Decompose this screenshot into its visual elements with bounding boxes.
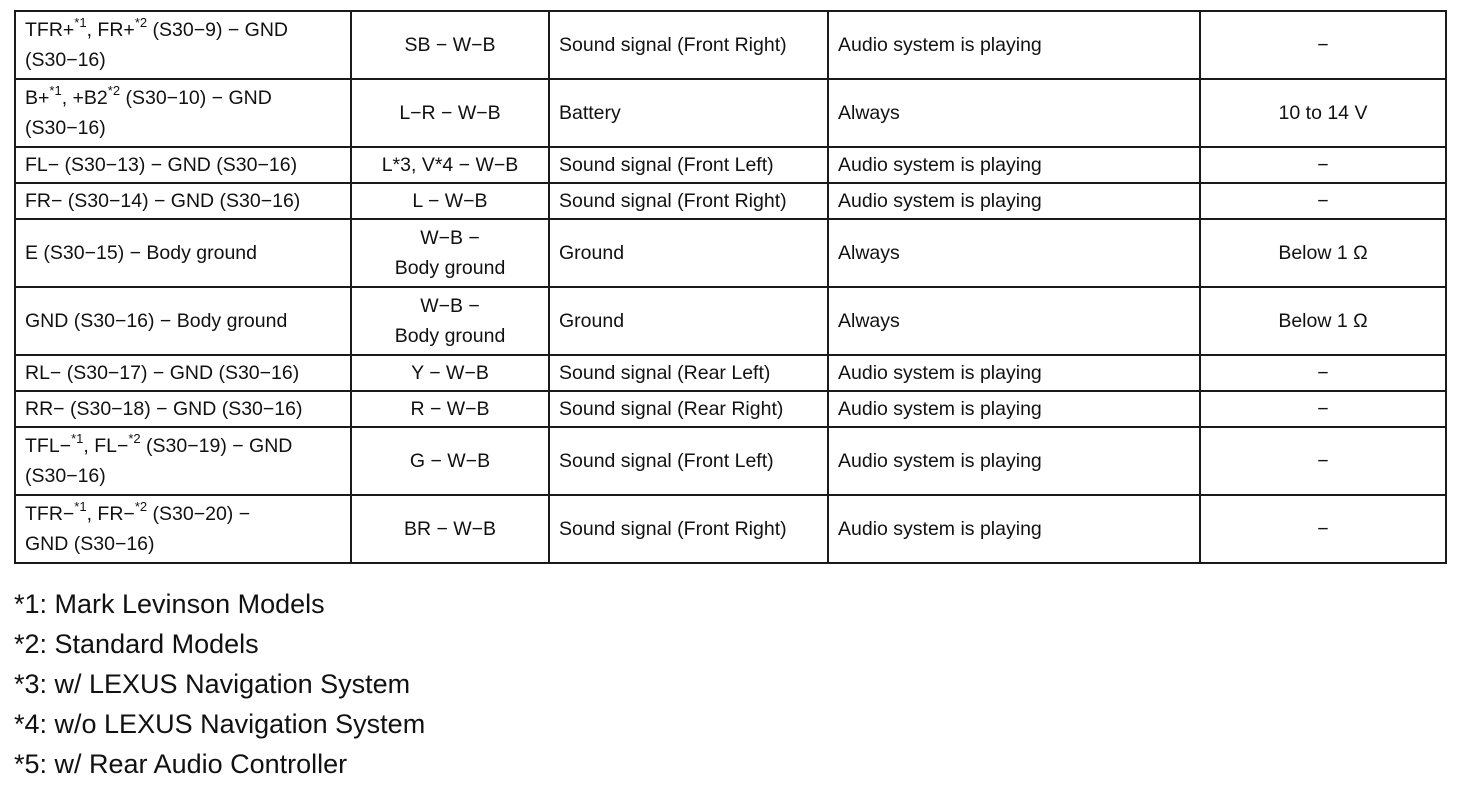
footnote: *4: w/o LEXUS Navigation System <box>14 709 426 739</box>
table-row <box>15 355 1446 391</box>
table-row <box>15 147 1446 183</box>
table-row <box>15 287 1446 355</box>
condition-cell: Audio system is playing <box>828 495 1200 563</box>
wiring-color-cell: R − W−B <box>351 391 549 427</box>
description-cell: Sound signal (Front Right) <box>549 495 828 563</box>
condition-cell: Audio system is playing <box>828 355 1200 391</box>
description-cell: Sound signal (Rear Right) <box>549 391 828 427</box>
specified-condition-cell: − <box>1200 11 1446 79</box>
specified-condition-cell: − <box>1200 147 1446 183</box>
terminal-voltage-table <box>14 10 1447 564</box>
terminal-cell: E (S30−15) − Body ground <box>15 219 351 287</box>
table-row <box>15 79 1446 147</box>
footnote: *2: Standard Models <box>14 629 259 659</box>
specified-condition-cell: Below 1 Ω <box>1200 287 1446 355</box>
wiring-color-cell: L−R − W−B <box>351 79 549 147</box>
description-cell: Sound signal (Front Left) <box>549 427 828 495</box>
condition-cell: Always <box>828 79 1200 147</box>
footnotes <box>14 584 425 784</box>
description-cell: Sound signal (Front Right) <box>549 183 828 219</box>
wiring-color-cell: Y − W−B <box>351 355 549 391</box>
table-row <box>15 183 1446 219</box>
footnote: *3: w/ LEXUS Navigation System <box>14 669 411 699</box>
condition-cell: Always <box>828 219 1200 287</box>
condition-cell: Audio system is playing <box>828 427 1200 495</box>
table-row <box>15 391 1446 427</box>
condition-cell: Audio system is playing <box>828 11 1200 79</box>
terminal-cell: GND (S30−16) − Body ground <box>15 287 351 355</box>
terminal-cell: B+$^{*1}$, $+B2^{*2}$ (S30−10) − GND (S30−16) <box>15 79 351 147</box>
wiring-color-cell: G − W−B <box>351 427 549 495</box>
condition-cell: Always <box>828 287 1200 355</box>
table-row <box>15 11 1446 79</box>
terminal-cell: RL− (S30−17) − GND (S30−16) <box>15 355 351 391</box>
description-cell: Ground <box>549 287 828 355</box>
specified-condition-cell: Below 1 Ω <box>1200 219 1446 287</box>
specified-condition-cell: 10 to 14 V <box>1200 79 1446 147</box>
description-cell: Ground <box>549 219 828 287</box>
terminal-cell: TFL−$^{*1}$, FL−$^{*2}$ (S30−19) − GND (S30−16) <box>15 427 351 495</box>
terminal-cell: FL− (S30−13) − GND (S30−16) <box>15 147 351 183</box>
description-cell: Battery <box>549 79 828 147</box>
wiring-color-cell: BR − W−B <box>351 495 549 563</box>
terminal-cell: FR− (S30−14) − GND (S30−16) <box>15 183 351 219</box>
wiring-color-cell: W−B − Body ground <box>351 219 549 287</box>
specified-condition-cell: − <box>1200 183 1446 219</box>
footnote: *1: Mark Levinson Models <box>14 589 325 619</box>
description-cell: Sound signal (Rear Left) <box>549 355 828 391</box>
specified-condition-cell: − <box>1200 427 1446 495</box>
terminal-cell: TFR+$^{*1}$, FR+$^{*2}$ (S30−9) − GND (S30−16) <box>15 11 351 79</box>
footnote: *5: w/ Rear Audio Controller <box>14 749 348 779</box>
table-row <box>15 427 1446 495</box>
condition-cell: Audio system is playing <box>828 391 1200 427</box>
terminal-cell: RR− (S30−18) − GND (S30−16) <box>15 391 351 427</box>
table-row <box>15 219 1446 287</box>
terminal-cell: TFR−$^{*1}$, FR−$^{*2}$ (S30−20) − GND (S30−16) <box>15 495 351 563</box>
condition-cell: Audio system is playing <box>828 147 1200 183</box>
wiring-color-cell: L*3, V*4 − W−B <box>351 147 549 183</box>
wiring-color-cell: W−B − Body ground <box>351 287 549 355</box>
wiring-color-cell: L − W−B <box>351 183 549 219</box>
specified-condition-cell: − <box>1200 391 1446 427</box>
specified-condition-cell: − <box>1200 355 1446 391</box>
description-cell: Sound signal (Front Right) <box>549 11 828 79</box>
description-cell: Sound signal (Front Left) <box>549 147 828 183</box>
specified-condition-cell: − <box>1200 495 1446 563</box>
wiring-color-cell: SB − W−B <box>351 11 549 79</box>
condition-cell: Audio system is playing <box>828 183 1200 219</box>
table-row <box>15 495 1446 563</box>
